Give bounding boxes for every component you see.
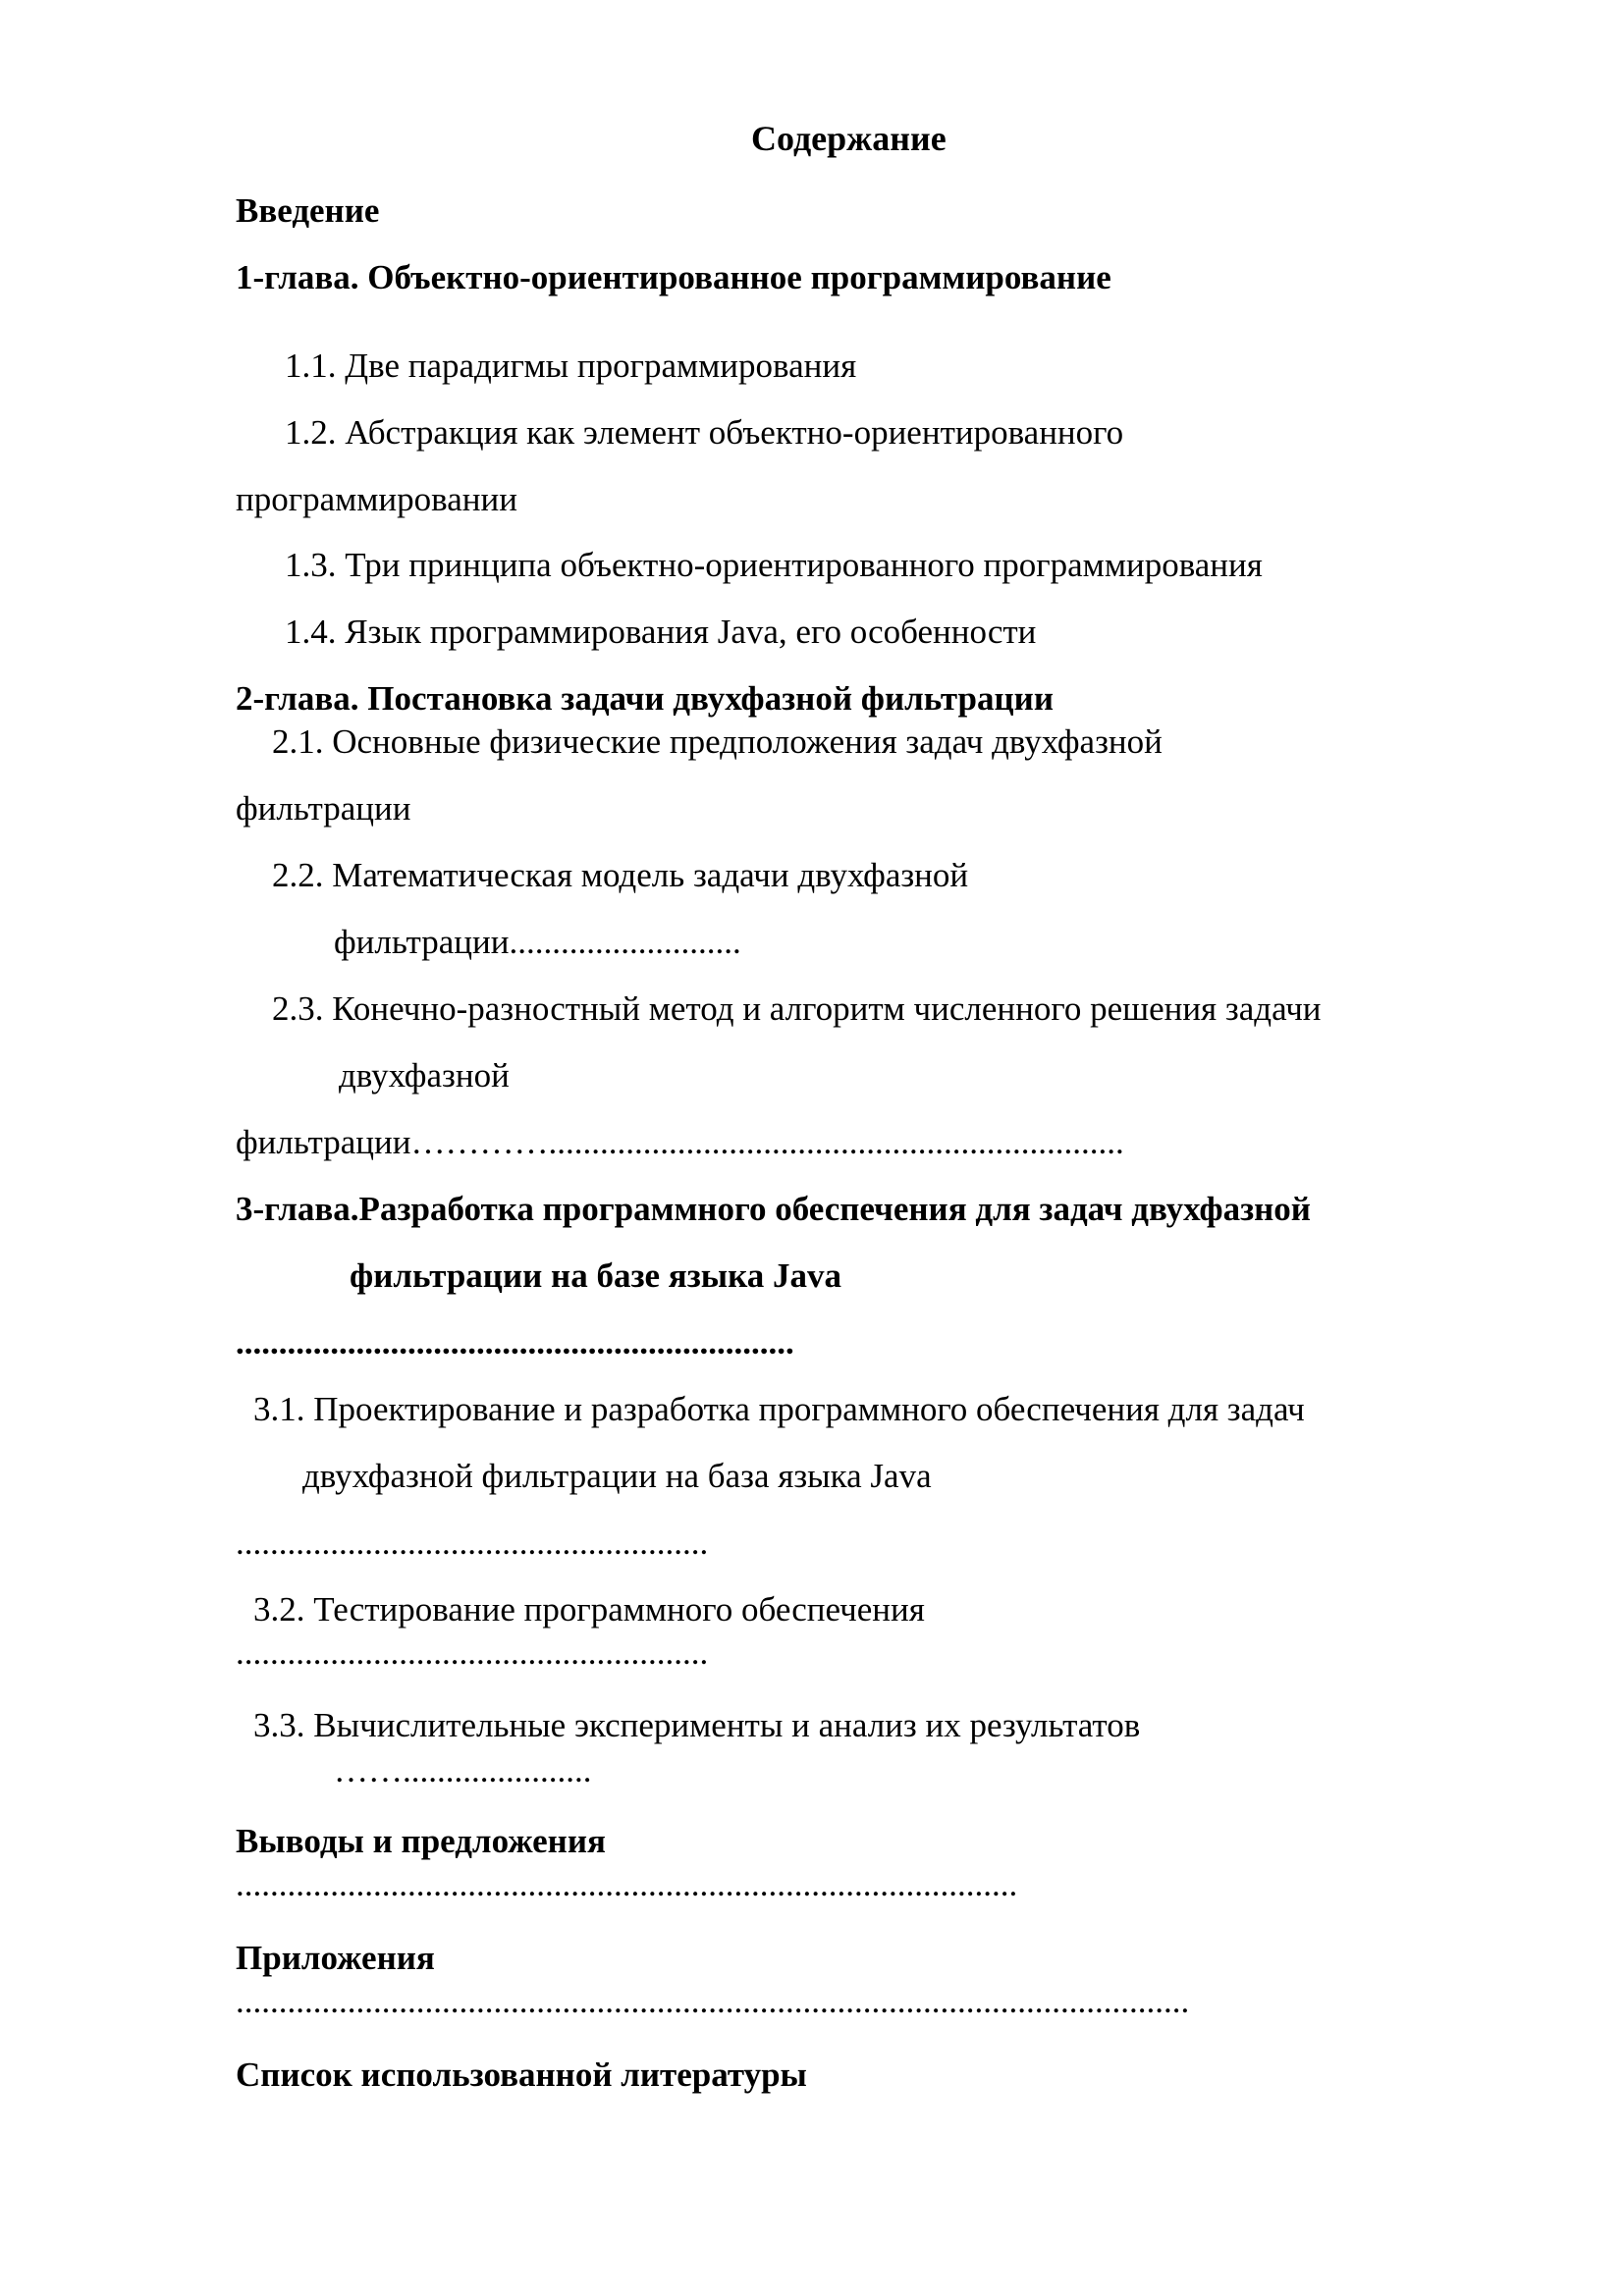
toc-section-3-1: 3.1. Проектирование и разработка программного обеспечения для задач [253, 1390, 1305, 1428]
toc-section-2-1-continued: фильтрации [236, 789, 411, 828]
page-title: Содержание [751, 119, 947, 158]
toc-section-3-2-dots: ....................................................... [236, 1633, 709, 1672]
toc-section-1-3: 1.3. Три принципа объектно-ориентированного программирования [285, 546, 1263, 584]
toc-chapter-1-heading: 1-глава. Объектно-ориентированное программирование [236, 258, 1111, 296]
toc-chapter-3-heading-continued: фильтрации на базе языка Java [350, 1256, 842, 1295]
toc-section-1-4: 1.4. Язык программирования Java, его особенности [285, 613, 1037, 651]
toc-section-2-2-continued: фильтрации........................... [334, 923, 741, 961]
toc-section-3-3: 3.3. Вычислительные эксперименты и анализ их результатов [253, 1706, 1141, 1744]
toc-section-1-2-continued: программировании [236, 480, 517, 518]
toc-section-1-1: 1.1. Две парадигмы программирования [285, 347, 857, 385]
toc-section-3-1-dots: ....................................................... [236, 1523, 709, 1562]
toc-section-1-2: 1.2. Абстракция как элемент объектно-ориентированного [285, 413, 1124, 452]
toc-chapter-2-heading: 2-глава. Постановка задачи двухфазной фильтрации [236, 679, 1055, 718]
toc-conclusions: Выводы и предложения [236, 1822, 606, 1860]
toc-section-2-1: 2.1. Основные физические предположения задач двухфазной [272, 722, 1163, 761]
toc-intro: Введение [236, 191, 380, 230]
toc-references: Список использованной литературы [236, 2056, 807, 2094]
toc-section-3-3-dots: ……...................... [334, 1751, 592, 1789]
toc-appendix: Приложения [236, 1939, 435, 1977]
toc-section-3-2: 3.2. Тестирование программного обеспечения [253, 1590, 925, 1629]
toc-chapter-3-heading: 3-глава.Разработка программного обеспечения для задач двухфазной [236, 1190, 1311, 1228]
toc-section-2-3-continued: двухфазной [339, 1056, 510, 1095]
toc-appendix-dots: ............................................................................................................... [236, 1982, 1190, 2020]
toc-section-2-3: 2.3. Конечно-разностный метод и алгоритм численного решения задачи [272, 989, 1322, 1028]
toc-conclusions-dots: ........................................................................................... [236, 1865, 1018, 1903]
toc-section-2-2: 2.2. Математическая модель задачи двухфазной [272, 856, 969, 894]
toc-section-2-3-dots: фильтрации…………................................................................... [236, 1123, 1124, 1161]
toc-chapter-3-dots: ................................................................. [236, 1323, 794, 1362]
toc-section-3-1-continued: двухфазной фильтрации на база языка Java [302, 1457, 932, 1495]
